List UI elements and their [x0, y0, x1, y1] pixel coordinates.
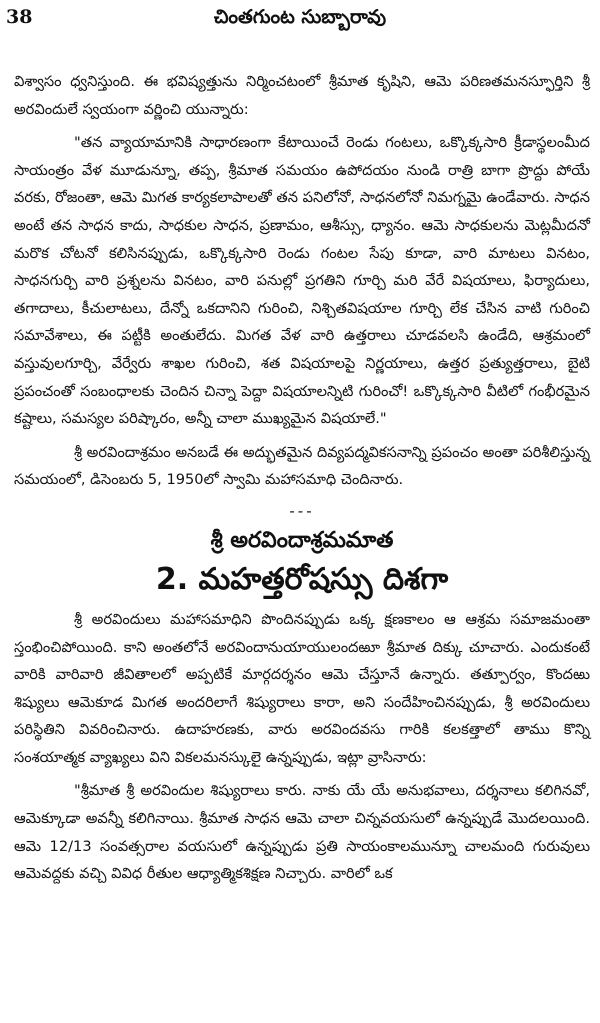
section-subtitle: 2. మహత్తరోషస్సు దిశగా	[155, 561, 449, 597]
section-separator: ---	[289, 501, 315, 520]
paragraph-intro: విశ్వాసం ధ్వనిస్తుంది. ఈ భవిష్యత్తును నిర్మించటంలో శ్రీమాత కృషిని, ఆమె పరిణతమనస్ఫూర్తిని శ్రీ అరవిందులే స్వయంగా వర్ణించి యున్నారు:	[14, 73, 590, 118]
running-head	[0, 6, 600, 36]
paragraph-quote-mother: "శ్రీమాత శ్రీ అరవిందుల శిష్యురాలు కారు. నాకు యే యే అనుభవాలు, దర్శనాలు కలిగినవో, ఆమెక్కూడా అవన్నీ కలిగినాయి. శ్రీమాత సాధన ఆమె చాలా చిన్నవయసులో ఉన్నప్పుడే మొదలయింది. ఆమె 12/13 సంవత్సరాల వయసులో ఉన్నప్పుడు ప్రతి సాయంకాలమున్నూ చాలమంది గురువులు ఆమెవద్దకు వచ్చి వివిధ రీతుల ఆధ్యాత్మికశిక్షణ నిచ్చారు. వారిలో ఒక	[14, 782, 590, 883]
page-number: 38	[6, 6, 33, 28]
paragraph-quote-aurobindo: "తన వ్యాయామానికి సాధారణంగా కేటాయించే రెండు గంటలు, ఒక్కొక్కసారి క్రీడాస్థలంమీద సాయంత్రం వేళ మూడున్నూ, తప్ప, శ్రీమాత సమయం ఉపోదయం నుండి రాత్రి బాగా ప్రొద్దు పోయే వరకు, రోజంతా, ఆమె మిగత కార్యకలాపాలతో తన పనిలోనో, సాధనలోనో నిమగ్నమై ఉండేవారు. సాధన అంటే తన సాధన కాదు, సాధకుల సాధన, ప్రణామం, ఆశీస్సు, ధ్యానం. ఆమె సాధకులను మెట్లమీదనో మరొక చోటనో కలిసినప్పుడు, ఒక్కొక్కసారి రెండు గంటల సేపు కూడా, వారి మాటలు వినటం, సాధనగుర్చి వారి ప్రశ్నలను వినటం, వారి పనుల్లో ప్రగతిని గూర్చి మరి వేరే విషయాలు, ఫిర్యాదులు, తగాదాలు, కీచులాటలు, దేన్నో ఒకదానిని గురించి, నిశ్చితవిషయాల గూర్చి లేక చేసిన వాటి గురించి సమావేశాలు, ఈ పట్టీకి అంతులేదు. మిగత వేళ వారి ఉత్తరాలు చూడవలసి ఉండేది, ఆశ్రమంలో వస్తువులగూర్చి, వేర్వేరు శాఖల గురించి, శత విషయాలపై నిర్ణయాలు, ఉత్తర ప్రత్యుత్తరాలు, బైటి ప్రపంచంతో సంబంధాలకు చెందిన చిన్నా పెద్దా విషయాలన్నిటి గురించో! ఒక్కొక్కసారి వీటిలో గంభీరమైన కష్టాలు, సమస్యల పరిష్కారం, అన్నీ చాలా ముఖ్యమైన విషయాలే."	[14, 134, 590, 428]
section-title: శ్రీ అరవిందాశ్రమమాత	[210, 527, 394, 553]
paragraph-mahasamadhi: శ్రీ అరవిందాశ్రమం అనబడే ఈ అద్భుతమైన దివ్యపద్మవికసనాన్ని ప్రపంచం అంతా పరిశీలిస్తున్న సమయంలో, డిసెంబరు 5, 1950లో స్వామి మహాసమాధి చెందినారు.	[14, 443, 590, 489]
body-text	[14, 68, 590, 888]
running-header-title: చింతగుంట సుబ్బారావు	[213, 6, 387, 28]
paragraph-after-samadhi: శ్రీ అరవిందులు మహాసమాధిని పొందినప్పుడు ఒక్క క్షణకాలం ఆ ఆశ్రమ సమాజమంతా స్తంభించిపోయింది. కాని అంతలోనే అరవిందానుయాయులందఱూ శ్రీమాత దిక్కు చూచారు. ఎందుకంటే వారికి వారివారి జీవితాలలో అప్పటికే మార్గదర్శనం ఆమె చేస్తూనే ఉన్నారు. తత్పూర్వం, కొందఱు శిష్యులు ఆమెకూడ మిగత అందరిలాగే శిష్యురాలు కారా, అని సందేహించినప్పుడు, శ్రీ అరవిందులు పరిస్థితిని వివరించినారు. ఉదాహరణకు, వారు అరవిందవసు గారికి కలకత్తాలో తాము కొన్ని సంశయాత్మక వ్యాఖ్యలు విని వికలమనస్కులై ఉన్నప్పుడు, ఇట్లా వ్రాసినారు:	[14, 610, 590, 766]
